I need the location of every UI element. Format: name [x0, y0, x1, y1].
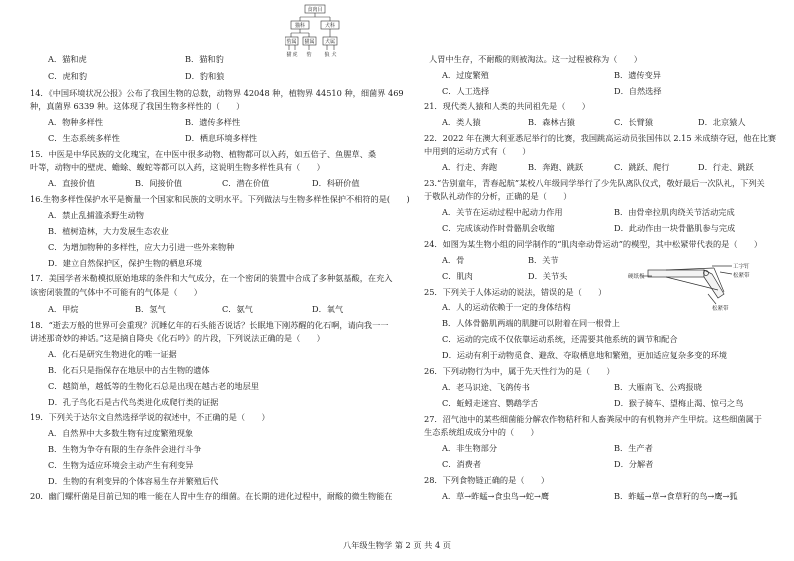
q20-option-c: C．人工选择 — [442, 86, 490, 96]
q18-option-a: A．化石是研究生物进化的唯一证据 — [48, 349, 177, 359]
q22-option-b: B．奔跑、跳跃 — [528, 162, 584, 172]
q18-option-b: B．化石只是指保存在地层中的古生物的遗体 — [48, 365, 210, 375]
q22-text-1: 22．2022 年在澳大利亚悉尼举行的比赛，我国跳高运动员张国伟以 2.15 米成绩夺冠，他在比赛 — [424, 133, 777, 143]
q24-option-a: A．骨 — [442, 255, 465, 265]
tree-species-3: 豹 — [306, 52, 312, 58]
page-footer: 八年级生物学 第 2 页 共 4 页 — [343, 540, 451, 550]
q25-option-b: B．人体骨骼肌两端的肌腱可以附着在同一根骨上 — [442, 318, 620, 328]
tree-mid-1: 猫科 — [294, 23, 306, 29]
q19-option-b: B．生物为争夺有限的生存条件会进行斗争 — [48, 444, 202, 454]
label-cardboard: 硬纸板 — [628, 274, 645, 280]
q26-option-b: B．大雁南飞、公鸡报晓 — [614, 382, 702, 392]
q28-text-1: 28．下列食物链正确的是（ ） — [424, 475, 550, 485]
q15-text-1: 15．中医是中华民族的文化瑰宝，在中医中很多动物、植物都可以入药，如五倍子、鱼腥草、桑 — [30, 149, 377, 159]
q19-text-1: 19．下列关于达尔文自然选择学说的叙述中，不正确的是（ ） — [30, 412, 270, 422]
q18-text-2: 讲述那奇妙的神话。”这是摘自降央《化石吟》的片段，下列说法正确的是（ ） — [30, 333, 325, 343]
q13-option-b: B．猫和豹 — [185, 54, 224, 64]
q15-option-a: A．直接价值 — [48, 178, 95, 188]
q22-option-a: A．行走、奔跑 — [442, 162, 498, 172]
q15-option-d: D．科研价值 — [312, 178, 360, 188]
q24-option-c: C．肌肉 — [442, 271, 473, 281]
label-elastic-1: 松紧带 — [733, 273, 750, 279]
q14-text-2: 种，真菌界 6339 种。这体现了我国生物多样性的（ ） — [30, 101, 245, 111]
label-pushpin: 工字钉 — [733, 264, 750, 270]
tree-species-1: 猫 — [286, 52, 292, 58]
q15-option-c: C．潜在价值 — [222, 178, 270, 188]
q21-option-a: A．类人猿 — [442, 117, 481, 127]
q23-option-a: A．关节在运动过程中起动力作用 — [442, 207, 563, 217]
q16-option-a: A．禁止乱捕滥杀野生动物 — [48, 210, 144, 220]
q26-option-c: C．蚯蚓走迷宫、鹦鹉学舌 — [442, 398, 539, 408]
q27-option-c: C．消费者 — [442, 459, 482, 469]
q17-text-1: 17．美国学者米勒模拟原始地球的条件和大气成分，在一个密闭的装置中合成了多种氨基酸，在充入 — [30, 273, 393, 283]
tree-root: 食肉目 — [307, 7, 323, 13]
tree-leaf-2: 猫属 — [304, 39, 315, 45]
q20-option-d: D．自然选择 — [614, 86, 662, 96]
q28-option-b: B．蚱蜢→草→食草籽的鸟→鹰→狐 — [614, 491, 738, 501]
q21-option-c: C．长臂猿 — [614, 117, 654, 127]
q16-option-b: B．植树造林，大力发展生态农业 — [48, 226, 169, 236]
q27-text-1: 27．沼气池中的某些细菌能分解农作物秸秆和人畜粪尿中的有机物并产生甲烷。这些细菌属于 — [424, 414, 762, 424]
q26-option-a: A．老马识途、飞鸽传书 — [442, 382, 530, 392]
tree-species-2: 虎 — [292, 52, 298, 58]
q18-option-d: D．孔子鸟化石是古代鸟类进化成爬行类的证据 — [48, 397, 219, 407]
q17-option-d: D．氧气 — [312, 304, 344, 314]
q26-text-1: 26．下列动物行为中，属于先天性行为的是（ ） — [424, 366, 615, 376]
classification-tree-diagram — [285, 4, 345, 64]
q27-option-a: A．非生物部分 — [442, 443, 498, 453]
q25-text-1: 25．下列关于人体运动的说法，错误的是（ ） — [424, 287, 607, 297]
label-elastic-2: 松紧带 — [712, 306, 729, 312]
q15-option-b: B．间接价值 — [135, 178, 182, 188]
q23-text-1: 23.“告别童年，青春起航”某校八年级同学举行了少先队离队仪式，敬好最后一次队礼，下列关 — [424, 178, 765, 188]
q15-text-2: 叶等，动物中的壁虎、蟾蜍、蝮蛇等都可以入药，这说明生物多样性具有（ ） — [30, 162, 325, 172]
q17-option-b: B．氢气 — [135, 304, 166, 314]
q27-option-d: D．分解者 — [614, 459, 654, 469]
q20-text-2: 人胃中生存，不耐酸的则被淘汰。这一过程被称为（ ） — [429, 54, 642, 64]
q21-option-b: B．森林古猿 — [528, 117, 575, 127]
q19-option-c: C．生物为适应环境会主动产生有利变异 — [48, 460, 194, 470]
q22-option-d: D．行走、跳跃 — [698, 162, 754, 172]
q27-text-2: 生态系统组成成分中的（ ） — [424, 427, 539, 437]
q13-option-d: D．豹和狼 — [185, 71, 225, 81]
q22-text-2: 中用到的运动方式有（ ） — [424, 146, 531, 156]
q20-text-1: 20．幽门螺杆菌是目前已知的唯一能在人胃中生存的细菌。在长期的进化过程中，耐酸的微生物能在 — [30, 491, 393, 501]
q20-option-a: A．过度繁殖 — [442, 70, 489, 80]
q25-option-d: D．运动有利于动物觅食、避敌、夺取栖息地和繁殖，更加适应复杂多变的环境 — [442, 350, 727, 360]
q21-option-d: D．北京猿人 — [698, 117, 746, 127]
q14-option-d: D．栖息环境多样性 — [185, 133, 258, 143]
q17-option-a: A．甲烷 — [48, 304, 79, 314]
q14-option-c: C．生态系统多样性 — [48, 133, 120, 143]
muscle-bone-model-diagram — [628, 262, 758, 314]
q27-option-b: B．生产者 — [614, 443, 653, 453]
tree-species-4: 狼 — [324, 52, 330, 58]
q18-text-1: 18．“逝去万般的世界可会重现？沉睡亿年的石头能否说话？长眠地下刚苏醒的化石啊，请向我一一 — [30, 320, 389, 330]
q16-text-1: 16.生物多样性保护水平是衡量一个国家和民族的文明水平。下列做法与生物多样性保护不相符的是( ) — [30, 194, 410, 204]
q25-option-a: A．人的运动依赖于一定的身体结构 — [442, 302, 571, 312]
q25-option-c: C．运动的完成不仅依靠运动系统，还需要其他系统的调节和配合 — [442, 334, 678, 344]
q28-option-a: A．草→蚱蜢→食虫鸟→蛇→鹰 — [442, 491, 550, 501]
q19-option-a: A．自然界中大多数生物有过度繁殖现象 — [48, 428, 194, 438]
q13-option-a: A．猫和虎 — [48, 54, 87, 64]
q24-text-1: 24．如图为某生物小组的同学制作的“肌肉牵动骨运动”的模型，其中松紧带代表的是（ ） — [424, 239, 763, 249]
q22-option-c: C．跳跃、爬行 — [614, 162, 670, 172]
tree-leaf-1: 豹属 — [286, 39, 297, 45]
q21-text-1: 21．现代类人猿和人类的共同祖先是（ ） — [424, 101, 590, 111]
q23-option-b: B．由骨牵拉肌肉绕关节活动完成 — [614, 207, 735, 217]
q16-option-d: D．建立自然保护区，保护生物的栖息环境 — [48, 258, 202, 268]
q14-option-a: A．物种多样性 — [48, 117, 104, 127]
q23-text-2: 于敬队礼动作的分析，正确的是（ ） — [424, 191, 572, 201]
q17-text-2: 该密闭装置的气体中不可能有的气体是（ ） — [30, 287, 202, 297]
q20-option-b: B．遗传变异 — [614, 70, 661, 80]
q17-option-c: C．氨气 — [222, 304, 253, 314]
tree-species-5: 犬 — [331, 52, 337, 58]
q24-option-b: B．关节 — [528, 255, 559, 265]
q19-option-d: D．生物的有利变异的个体容易生存并繁殖后代 — [48, 476, 219, 486]
q26-option-d: D．猴子骑车、望梅止渴、惊弓之鸟 — [614, 398, 744, 408]
q13-option-c: C．虎和豹 — [48, 71, 88, 81]
q24-option-d: D．关节头 — [528, 271, 568, 281]
tree-mid-2: 犬科 — [324, 23, 336, 29]
q23-option-c: C．完成该动作时骨骼肌会收缩 — [442, 223, 555, 233]
q14-option-b: B．遗传多样性 — [185, 117, 241, 127]
tree-leaf-3: 犬属 — [324, 39, 336, 45]
q14-text-1: 14．《中国环境状况公报》公布了我国生物的总数，动物界 42048 种，植物界 44510 种，细菌界 469 — [30, 88, 404, 98]
q23-option-d: D．此动作由一块骨骼肌参与完成 — [614, 223, 736, 233]
q16-option-c: C．为增加物种的多样性，应大力引进一些外来物种 — [48, 242, 235, 252]
q18-option-c: C．越简单，越低等的生物化石总是出现在越古老的地层里 — [48, 381, 259, 391]
